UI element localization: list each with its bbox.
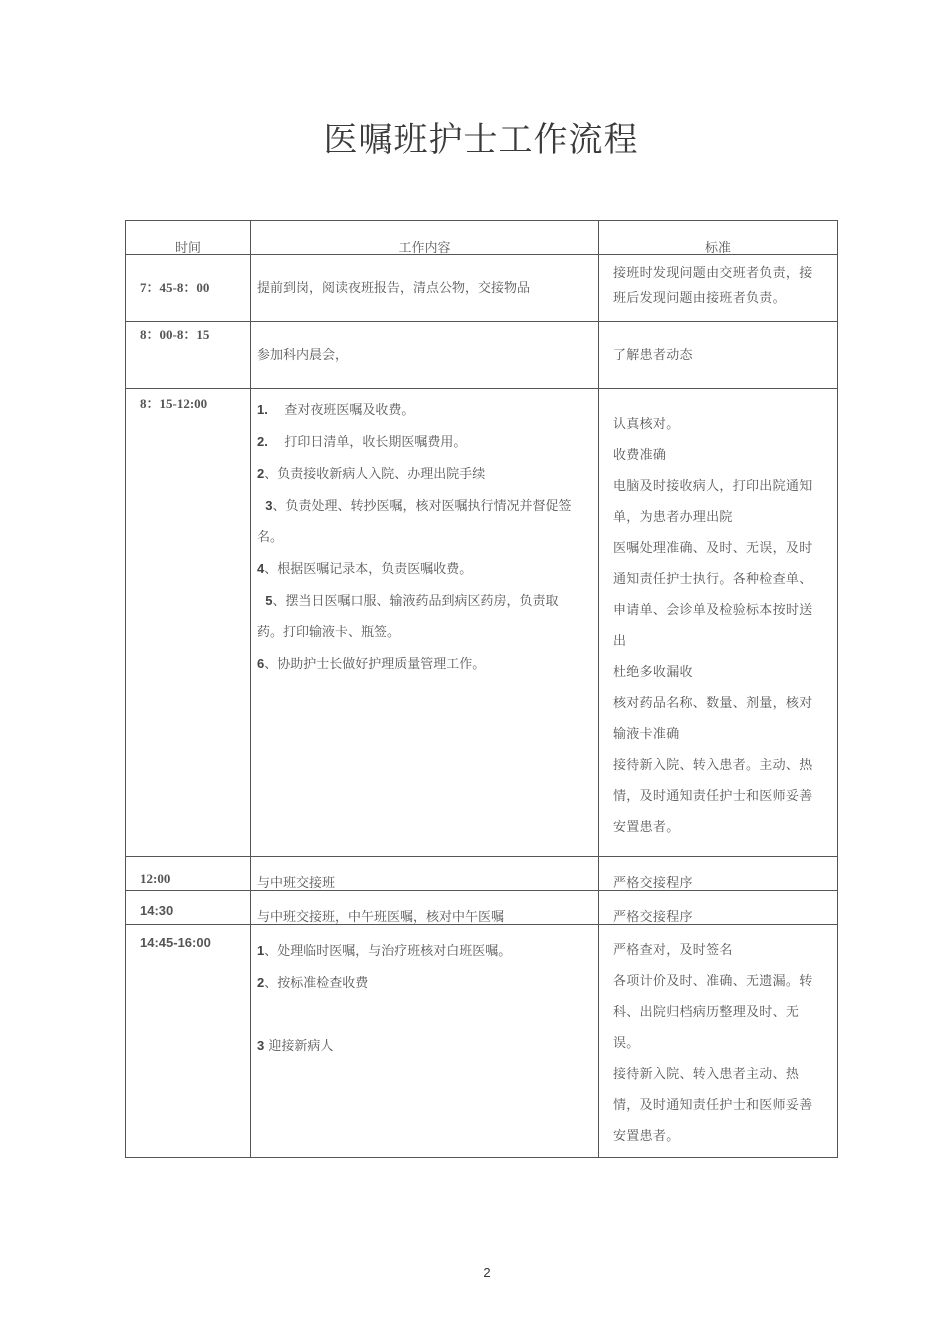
time-cell: 14:45-16:00 — [126, 925, 251, 1158]
standard-line: 安置患者。 — [613, 1129, 680, 1144]
standard-line: 接待新入院、转入患者主动、热 — [613, 1067, 800, 1082]
standard-line: 单，为患者办理出院 — [613, 510, 733, 525]
content-line — [257, 458, 590, 490]
header-content: 工作内容 — [251, 221, 599, 255]
item-text: 、协助护士长做好护理质量管理工作。 — [264, 657, 486, 672]
standard-line: 了解患者动态 — [613, 348, 693, 363]
content-line — [257, 394, 590, 426]
standard-line: 认真核对。 — [613, 417, 680, 432]
header-standard: 标准 — [599, 221, 838, 255]
content-line — [257, 967, 590, 999]
content-cell — [251, 255, 599, 322]
item-number: 1. — [257, 402, 268, 417]
time-cell: 14:30 — [126, 891, 251, 925]
item-number: 5 — [265, 593, 273, 608]
content-line — [257, 522, 590, 553]
content-line: 提前到岗，阅读夜班报告，清点公物，交接物品 — [257, 281, 531, 296]
standard-cell — [599, 389, 838, 857]
item-text: 查对夜班医嘱及收费。 — [284, 403, 415, 418]
item-number: 2 — [257, 975, 265, 990]
item-text: 名。 — [257, 530, 284, 545]
item-text: 、按标准检查收费 — [264, 976, 369, 991]
header-time: 时间 — [126, 221, 251, 255]
content-cell — [251, 322, 599, 389]
page-number: 2 — [483, 1265, 491, 1280]
workflow-table — [125, 220, 838, 1158]
standard-line: 各项计价及时、准确、无遗漏。转 — [613, 974, 813, 989]
table-row — [126, 322, 838, 389]
standard-cell — [599, 925, 838, 1158]
item-number: 4 — [257, 561, 265, 576]
content-line: 与中班交接班，中午班医嘱，核对中午医嘱 — [257, 910, 505, 925]
time-cell: 12:00 — [126, 857, 251, 891]
standard-line: 接待新入院、转入患者。主动、热 — [613, 758, 813, 773]
table-row — [126, 389, 838, 857]
page-title: 医嘱班护士工作流程 — [323, 120, 639, 160]
standard-line: 科、出院归档病历整理及时、无 — [613, 1005, 800, 1020]
table-row — [126, 925, 838, 1158]
content-line: 参加科内晨会， — [257, 348, 349, 363]
standard-line: 通知责任护士执行。各种检查单、 — [613, 572, 813, 587]
standard-line: 严格交接程序 — [613, 876, 693, 891]
standard-line: 收费准确 — [613, 448, 667, 463]
item-text: 、负责接收新病人入院、办理出院手续 — [264, 467, 486, 482]
standard-line: 班后发现问题由接班者负责。 — [613, 291, 786, 306]
time-cell: 7：45-8：00 — [126, 255, 251, 322]
standard-cell — [599, 255, 838, 322]
item-number: 2. — [257, 434, 268, 449]
item-text: 、处理临时医嘱，与治疗班核对白班医嘱。 — [264, 944, 512, 959]
item-number: 3 — [257, 1038, 265, 1053]
standard-cell — [599, 322, 838, 389]
time-cell: 8：00-8：15 — [126, 322, 251, 389]
standard-line: 核对药品名称、数量、剂量，核对 — [613, 696, 813, 711]
item-text: 、摆当日医嘱口服、输液药品到病区药房，负责取 — [272, 594, 559, 609]
content-cell — [251, 389, 599, 857]
standard-line: 情，及时通知责任护士和医师妥善 — [613, 1098, 813, 1113]
content-line — [257, 935, 590, 967]
standard-line: 电脑及时接收病人，打印出院通知 — [613, 479, 813, 494]
content-line: 与中班交接班 — [257, 876, 336, 891]
table-row — [126, 255, 838, 322]
content-line — [257, 648, 590, 680]
item-text: 迎接新病人 — [264, 1039, 334, 1054]
item-number: 1 — [257, 943, 265, 958]
content-line — [257, 617, 590, 648]
standard-line: 杜绝多收漏收 — [613, 665, 693, 680]
standard-line: 安置患者。 — [613, 820, 680, 835]
content-line — [257, 426, 590, 458]
header-row — [126, 221, 838, 255]
content-line — [257, 585, 590, 617]
item-text: 药。打印输液卡、瓶签。 — [257, 625, 401, 640]
content-cell — [251, 925, 599, 1158]
standard-line: 医嘱处理准确、及时、无误，及时 — [613, 541, 813, 556]
content-cell — [251, 891, 599, 925]
standard-line: 接班时发现问题由交班者负责，接 — [613, 266, 813, 281]
standard-line: 情，及时通知责任护士和医师妥善 — [613, 789, 813, 804]
item-text: 、根据医嘱记录本，负责医嘱收费。 — [264, 562, 473, 577]
standard-line: 严格交接程序 — [613, 910, 693, 925]
table-row — [126, 857, 838, 891]
item-number: 3 — [265, 498, 273, 513]
standard-line: 误。 — [613, 1036, 640, 1051]
standard-line: 申请单、会诊单及检验标本按时送 — [613, 603, 813, 618]
standard-line: 出 — [613, 634, 627, 649]
item-text: 、负责处理、转抄医嘱，核对医嘱执行情况并督促签 — [272, 499, 572, 514]
standard-line: 严格查对，及时签名 — [613, 943, 733, 958]
standard-line: 输液卡准确 — [613, 727, 680, 742]
content-line — [257, 490, 590, 522]
item-number: 2 — [257, 466, 265, 481]
standard-cell — [599, 857, 838, 891]
time-cell: 8：15-12:00 — [126, 389, 251, 857]
content-line — [257, 553, 590, 585]
content-line — [257, 1030, 590, 1062]
content-cell — [251, 857, 599, 891]
item-number: 6 — [257, 656, 265, 671]
item-text: 打印日清单，收长期医嘱费用。 — [284, 435, 467, 450]
table-row — [126, 891, 838, 925]
standard-cell — [599, 891, 838, 925]
